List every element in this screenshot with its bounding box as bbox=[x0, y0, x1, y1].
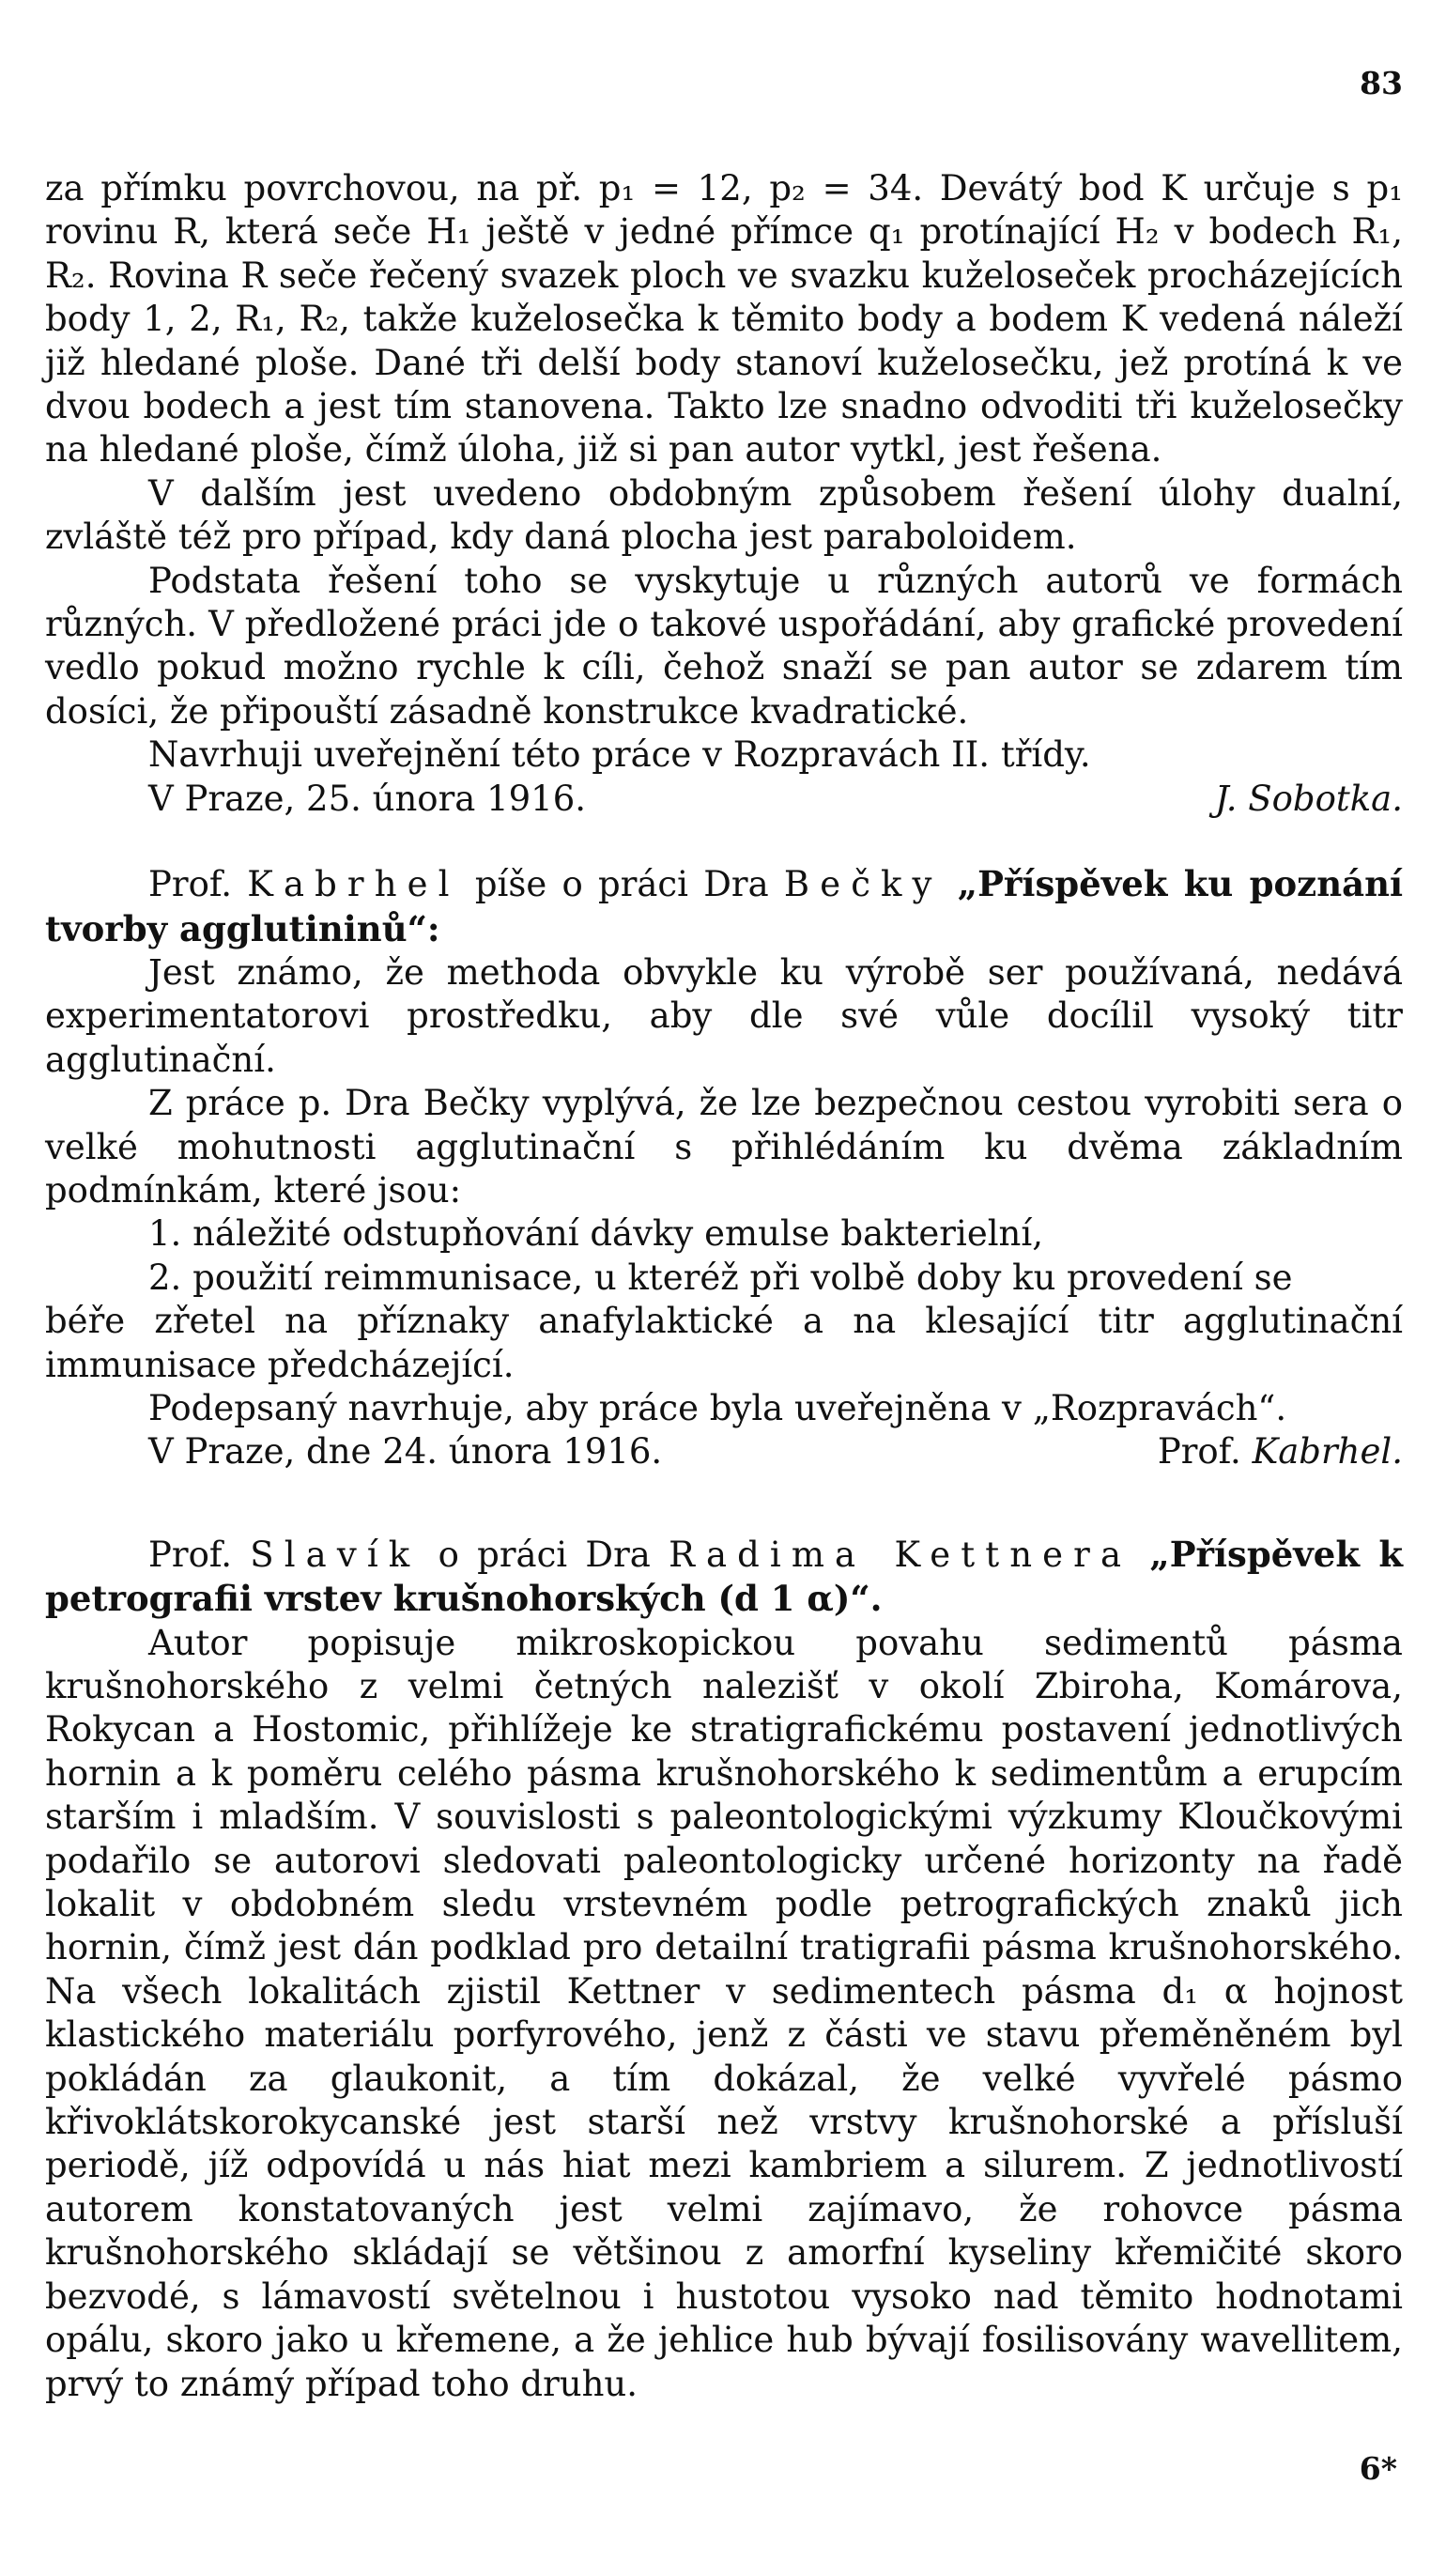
heading-mid: píše o práci Dra bbox=[474, 864, 769, 905]
text-column bbox=[45, 167, 1403, 2406]
author-signature: J. Sobotka. bbox=[1214, 778, 1403, 819]
author-signature bbox=[1158, 1430, 1403, 1473]
paragraph: za přímku povrchovou, na př. p₁ = 12, p₂ = 34. Devátý bod K určuje s p₁ rovinu R, která seče H₁ ještě v jedné přímce q₁ protínající H₂ v bodech R₁, R₂. Rovina R seče řečený svazek ploch ve svazku kuželoseček procházejících body 1, 2, R₁, R₂, takže kuželosečka k těmito body a bodem K vedená náleží již hledané ploše. Dané tři delší body stanoví kuželosečku, jež protíná k ve dvou bodech a jest tím stanovena. Takto lze snadno odvoditi tři kuželosečky na hledané ploše, čímž úloha, již si pan autor vytkl, jest řešena. bbox=[45, 168, 1403, 470]
list-item: 2. použití reimmunisace, u kteréž při volbě doby ku provedení se bbox=[148, 1257, 1293, 1298]
signature-mark: 6* bbox=[1359, 2450, 1397, 2487]
paragraph: Podepsaný navrhuje, aby práce byla uveřejněna v „Rozpravách“. bbox=[148, 1387, 1287, 1428]
heading-mid: o práci Dra bbox=[438, 1534, 651, 1575]
page-number: 83 bbox=[1360, 65, 1403, 101]
review-heading bbox=[45, 1533, 1403, 1622]
subject-name: Radima Kettnera bbox=[669, 1534, 1132, 1575]
date: V Praze, 25. února 1916. bbox=[148, 778, 587, 819]
reviewer-name: Slavík bbox=[250, 1534, 421, 1575]
paragraph: Navrhuji uveřejnění této práce v Rozpravách II. třídy. bbox=[148, 734, 1091, 776]
author-name: Kabrhel. bbox=[1252, 1431, 1403, 1473]
date: V Praze, dne 24. února 1916. bbox=[148, 1431, 663, 1473]
reviewer-name: Kabrhel bbox=[247, 864, 460, 905]
paragraph: Podstata řešení toho se vyskytuje u různých autorů ve formách různých. V předložené práci jde o takové uspořádání, aby grafické provedení vedlo pokud možno rychle k cíli, čehož snaží se pan autor se zdarem tím dosíci, že připouští zásadně konstrukce kvadratické. bbox=[45, 560, 1403, 732]
work-title: „Příspěvek ku poznání tvorby agglutininů“: bbox=[45, 863, 1404, 949]
date-signature-line bbox=[45, 778, 1403, 821]
paragraph: Autor popisuje mikroskopickou povahu sedimentů pásma krušnohorského z velmi četných nalezišť v okolí Zbiroha, Komárova, Rokycan a Hostomic, přihlížeje ke stratigrafickému postavení jednotlivých hornin a k poměru celého pásma krušnohorského k sedimentům a erupcím starším i mladším. V souvislosti s paleontologickými výzkumy Kloučkovými podařilo se autorovi sledovati paleontologicky určené horizonty na řadě lokalit v obdobném sledu vrstevném podle petrografických znaků jich hornin, čímž jest dán podklad pro detailní tratigrafii pásma krušnohorského. Na všech lokalitách zjistil Kettner v sedimentech pásma d₁ α hojnost klastického materiálu porfyrového, jenž z části ve stavu přeměněném byl pokládán za glaukonit, a tím dokázal, že velké vyvřelé pásmo křivoklátskorokycanské jest starší než vrstvy krušnohorské a přísluší periodě, jíž odpovídá u nás hiat mezi kambriem a silurem. Z jednotlivostí autorem konstatovaných jest velmi zajímavo, že rohovce pásma krušnohorského skládají se většinou z amorfní kyseliny křemičité skoro bezvodé, s lámavostí světelnou i hustotou vysoko nad těmito hodnotami opálu, skoro jako u křemene, a že jehlice hub bývají fosilisovány wavellitem, prvý to známý případ toho druhu. bbox=[45, 1622, 1403, 2404]
list-item: 1. náležité odstupňování dávky emulse bakterielní, bbox=[148, 1213, 1043, 1255]
paragraph: Jest známo, že methoda obvykle ku výrobě ser používaná, nedává experimentatorovi prostředku, aby dle své vůle docílil vysoký titr agglutinační. bbox=[45, 951, 1403, 1080]
list-item-continuation: béře zřetel na příznaky anafylaktické a na klesající titr agglutinační immunisace předcházející. bbox=[45, 1301, 1403, 1385]
paragraph: V dalším jest uvedeno obdobným způsobem řešení úlohy dualní, zvláště též pro případ, kdy daná plocha jest paraboloidem. bbox=[45, 472, 1403, 558]
paragraph: Z práce p. Dra Bečky vyplývá, že lze bezpečnou cestou vyrobiti sera o velké mohutnosti agglutinační s přihlédáním ku dvěma základním podmínkám, které jsou: bbox=[45, 1083, 1403, 1211]
author-prefix: Prof. bbox=[1157, 1431, 1241, 1473]
subject-name: Bečky bbox=[783, 864, 943, 905]
work-title: „Příspěvek k petrografii vrstev krušnohorských (d 1 α)“. bbox=[45, 1533, 1404, 1620]
heading-prefix: Prof. bbox=[148, 864, 232, 905]
heading-prefix: Prof. bbox=[148, 1534, 232, 1575]
review-heading bbox=[45, 862, 1403, 951]
date-signature-line bbox=[45, 1430, 1403, 1473]
